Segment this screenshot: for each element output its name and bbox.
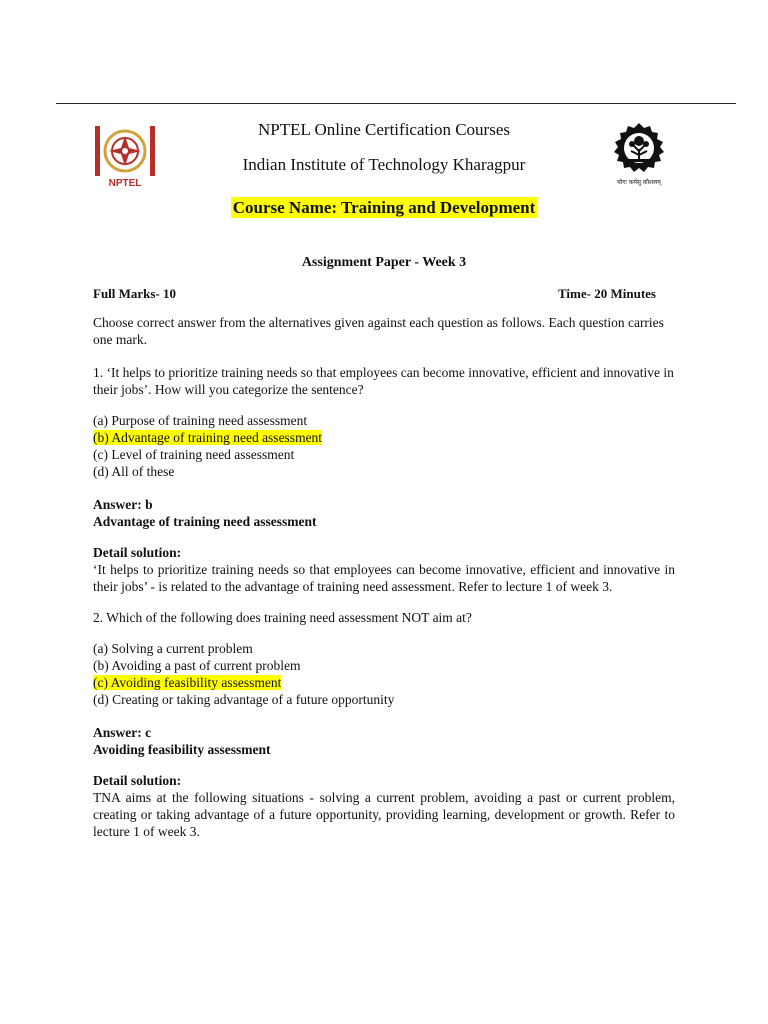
assignment-title: Assignment Paper - Week 3 (301, 255, 467, 270)
header-rule (56, 103, 736, 104)
iit-kharagpur-logo (603, 121, 676, 188)
question-1: 1. ‘It helps to prioritize training needs so that employees can become innovative, efficient and innovative in their jobs’. How will you categorize the sentence? (93, 365, 674, 397)
q2-option-c: (c) Avoiding feasibility assessment (93, 675, 282, 690)
nptel-logo-text: NPTEL (108, 178, 142, 189)
q1-detail-heading: Detail solution: (93, 545, 182, 560)
q1-option-d: (d) All of these (93, 464, 175, 479)
header-title-2: Indian Institute of Technology Kharagpur (242, 155, 526, 174)
q2-detail-heading: Detail solution: (93, 773, 182, 788)
instructions: Choose correct answer from the alternatives given against each question as follows. Each question carries one mark. (93, 315, 664, 347)
q2-option-b: (b) Avoiding a past of current problem (93, 658, 301, 673)
q1-answer-text: Advantage of training need assessment (93, 514, 317, 529)
q2-option-a: (a) Solving a current problem (93, 641, 253, 656)
iit-logo-motto: योगः कर्मसु कौशलम् (617, 179, 661, 186)
q2-answer-label: Answer: c (93, 725, 152, 740)
q2-answer-text: Avoiding feasibility assessment (93, 742, 271, 757)
q1-option-b: (b) Advantage of training need assessment (93, 430, 323, 445)
course-name: Course Name: Training and Development (232, 198, 536, 217)
header-title-1: NPTEL Online Certification Courses (258, 120, 510, 139)
q1-option-c: (c) Level of training need assessment (93, 447, 295, 462)
question-2: 2. Which of the following does training need assessment NOT aim at? (93, 610, 472, 625)
q1-detail-solution: ‘It helps to prioritize training needs so that employees can become innovative, efficient and innovative in their jobs’ - is related to the advantage of training need assessment. Refer to lecture 1 of week 3. (93, 562, 675, 594)
question-1-options (93, 412, 675, 480)
q2-detail-solution: TNA aims at the following situations - solving a current problem, avoiding a past or current problem, creating or taking advantage of a future opportunity, providing learning, development or growth. Refer to lecture 1 of week 3. (93, 790, 675, 839)
document-body (93, 314, 675, 840)
q2-option-d: (d) Creating or taking advantage of a future opportunity (93, 692, 395, 707)
full-marks: Full Marks- 10 (93, 286, 177, 301)
time-limit: Time- 20 Minutes (558, 286, 656, 301)
q1-answer-label: Answer: b (93, 497, 153, 512)
question-2-options (93, 640, 675, 708)
q1-option-a: (a) Purpose of training need assessment (93, 413, 308, 428)
